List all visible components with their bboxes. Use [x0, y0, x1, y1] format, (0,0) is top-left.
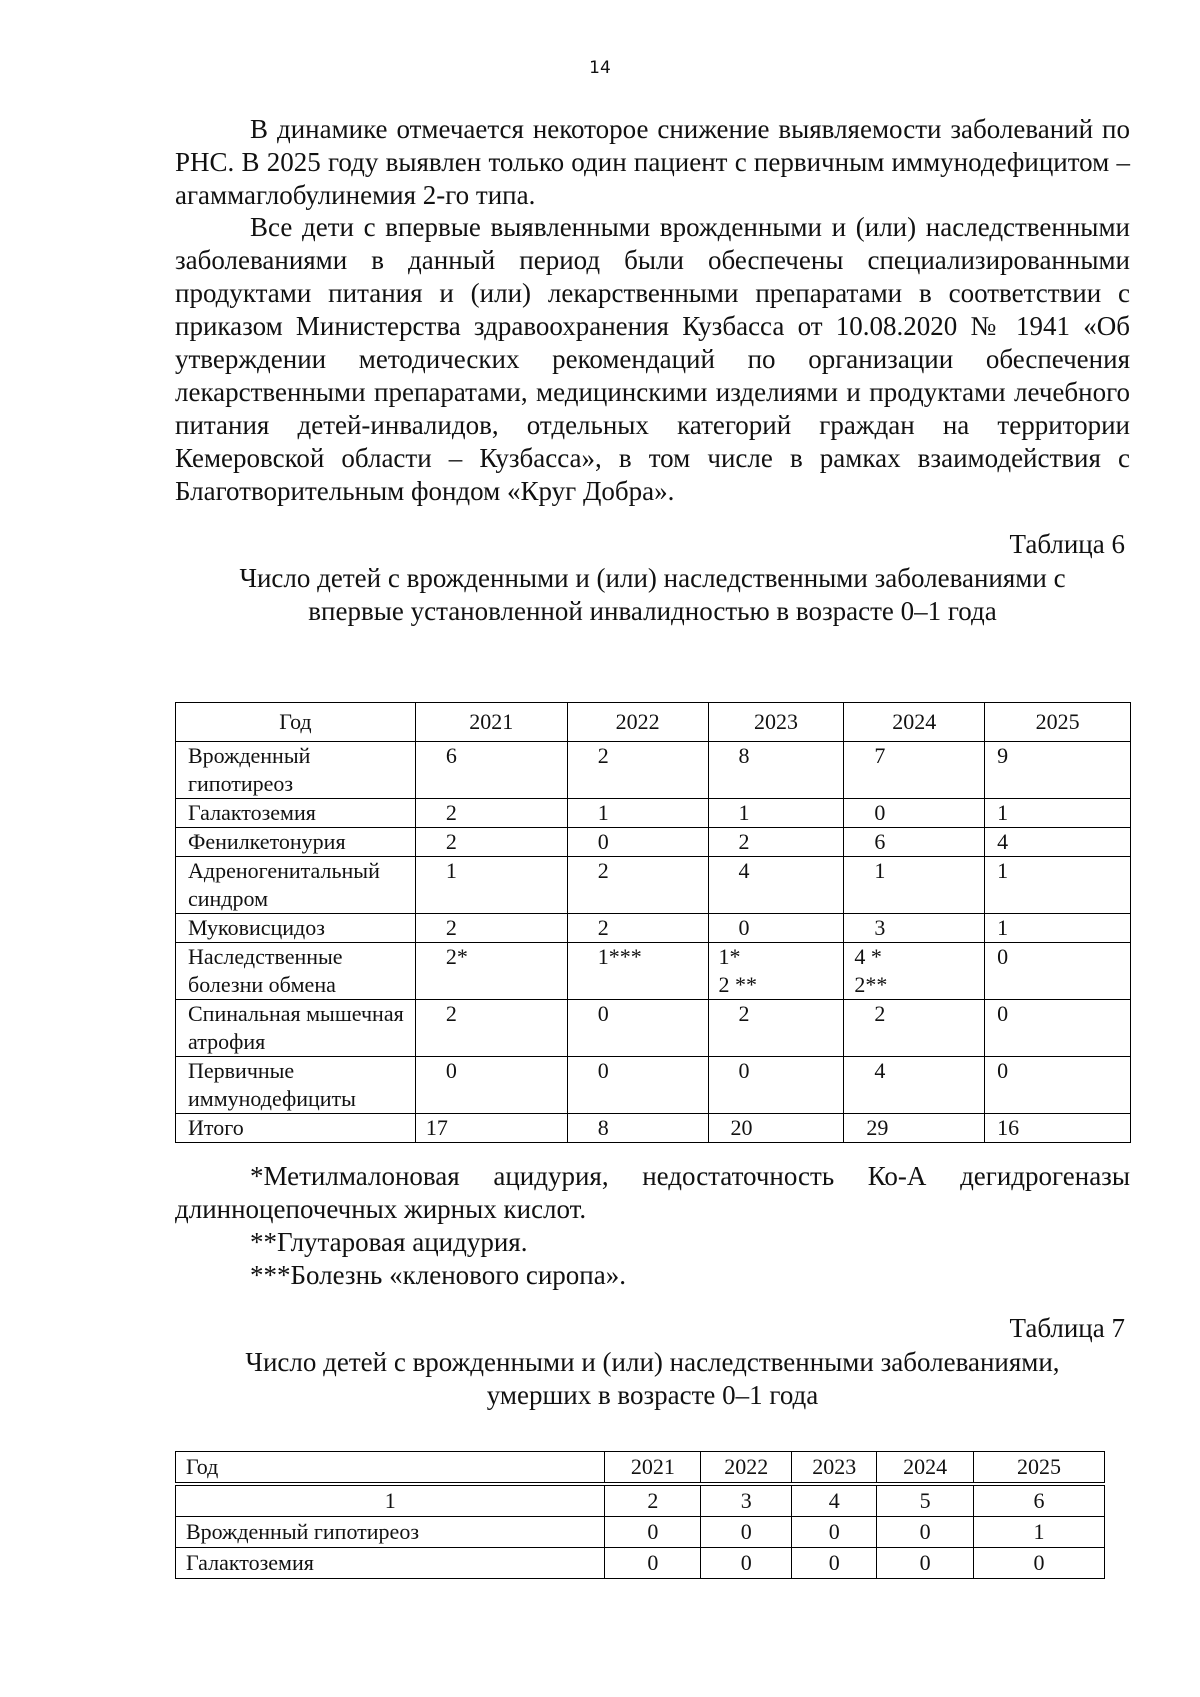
table-cell: 0 — [567, 828, 708, 857]
table-cell: 5 — [877, 1484, 974, 1517]
table-cell: 2 — [844, 1000, 985, 1057]
table-row — [176, 1057, 1131, 1114]
table-6-header-cell: 2023 — [708, 703, 844, 742]
table-cell: 17 — [415, 1114, 567, 1143]
table-7-numbering-row — [176, 1484, 1105, 1517]
table-7 — [175, 1451, 1105, 1579]
table-cell: 0 — [877, 1517, 974, 1548]
table-6-label: Таблица 6 — [1009, 529, 1125, 559]
table-cell: 2 — [415, 1000, 567, 1057]
table-7-header-cell: 2024 — [877, 1452, 974, 1485]
table-cell: 2 — [708, 828, 844, 857]
table-cell: 4 — [792, 1484, 877, 1517]
table-cell: 2 — [415, 828, 567, 857]
table-cell: 2 — [415, 799, 567, 828]
table-row — [176, 1548, 1105, 1579]
table-7-title-line-2: умерших в возрасте 0–1 года — [486, 1380, 819, 1410]
table-cell: 0 — [605, 1517, 701, 1548]
table-cell: 4 — [844, 1057, 985, 1114]
table-cell: 0 — [985, 1000, 1131, 1057]
table-row — [176, 828, 1131, 857]
table-cell: 1 — [985, 799, 1131, 828]
table-cell: 7 — [844, 742, 985, 799]
table-6-title — [175, 562, 1130, 628]
table-cell: 0 — [792, 1517, 877, 1548]
table-6 — [175, 702, 1131, 1143]
table-cell: 2 — [567, 742, 708, 799]
table-cell: 29 — [844, 1114, 985, 1143]
table-7-title — [175, 1346, 1130, 1412]
table-cell: 8 — [567, 1114, 708, 1143]
table-cell: 0 — [844, 799, 985, 828]
table-cell: 0 — [877, 1548, 974, 1579]
row-label: Наследственные болезни обмена — [176, 943, 416, 1000]
table-cell: 1 — [985, 914, 1131, 943]
table-7-header-cell: 2023 — [792, 1452, 877, 1485]
table-cell: 2 — [605, 1484, 701, 1517]
table-row — [176, 943, 1131, 1000]
row-label: Фенилкетонурия — [176, 828, 416, 857]
table-cell: 0 — [708, 914, 844, 943]
table-cell: 1 — [415, 857, 567, 914]
table-7-header-cell: Год — [176, 1452, 605, 1485]
table-6-header-cell: 2025 — [985, 703, 1131, 742]
table-cell: 0 — [567, 1057, 708, 1114]
table-cell: 1 — [708, 799, 844, 828]
table-cell: 3 — [701, 1484, 792, 1517]
table-6-title-line-1: Число детей с врожденными и (или) наследственными заболеваниями с — [239, 563, 1066, 593]
table-cell: 6 — [844, 828, 985, 857]
table-cell: 1 — [844, 857, 985, 914]
page-number: 14 — [589, 58, 611, 78]
table-cell: 1 — [985, 857, 1131, 914]
table-cell: 0 — [708, 1057, 844, 1114]
table-6-header-row — [176, 703, 1131, 742]
table-6-header-cell: 2022 — [567, 703, 708, 742]
table-cell: 0 — [985, 943, 1131, 1000]
table-7-header-cell: 2022 — [701, 1452, 792, 1485]
table-cell: 4 — [708, 857, 844, 914]
table-7-header-row — [176, 1452, 1105, 1485]
table-6-title-line-2: впервые установленной инвалидностью в возрасте 0–1 года — [308, 596, 997, 626]
row-label: Адреногенитальный синдром — [176, 857, 416, 914]
table-cell: 0 — [792, 1548, 877, 1579]
row-label: Итого — [176, 1114, 416, 1143]
table-7-label: Таблица 7 — [1009, 1313, 1125, 1343]
row-label: Муковисцидоз — [176, 914, 416, 943]
table-cell: 4 * 2** — [844, 943, 985, 1000]
table-cell: 8 — [708, 742, 844, 799]
table-7-header-cell: 2021 — [605, 1452, 701, 1485]
table-row — [176, 742, 1131, 799]
table-cell: 3 — [844, 914, 985, 943]
table-row — [176, 857, 1131, 914]
table-cell: 0 — [974, 1548, 1105, 1579]
table-cell: 0 — [701, 1548, 792, 1579]
table-cell: 2 — [708, 1000, 844, 1057]
row-label: Врожденный гипотиреоз — [176, 1517, 605, 1548]
table-6-header-cell: 2021 — [415, 703, 567, 742]
row-label: Врожденный гипотиреоз — [176, 742, 416, 799]
table-cell: 6 — [415, 742, 567, 799]
table-row — [176, 799, 1131, 828]
footnote-2: **Глутаровая ацидурия. — [250, 1227, 528, 1257]
table-cell: 6 — [974, 1484, 1105, 1517]
footnote-1: *Метилмалоновая ацидурия, недостаточность Ко-А дегидрогеназы длинноцепочечных жирных кислот. — [175, 1161, 1130, 1224]
row-label: Галактоземия — [176, 1548, 605, 1579]
table-cell: 0 — [605, 1548, 701, 1579]
table-cell: 1* 2 ** — [708, 943, 844, 1000]
table-row — [176, 1517, 1105, 1548]
table-row — [176, 914, 1131, 943]
paragraph-2: Все дети с впервые выявленными врожденными и (или) наследственными заболеваниями в данный период были обеспечены специализированными продуктами питания и (или) лекарственными препаратами в соответствии с приказом Министерства здравоохранения Кузбасса от 10.08.2020 № 1941 «Об утверждении методических рекомендаций по организации обеспечения лекарственными препаратами, медицинскими изделиями и продуктами лечебного питания детей-инвалидов, отдельных категорий граждан на территории Кемеровской области – Кузбасса», в том числе в рамках взаимодействия с Благотворительным фондом «Круг Добра». — [175, 212, 1130, 506]
table-cell: 0 — [701, 1517, 792, 1548]
table-6-header-cell: Год — [176, 703, 416, 742]
table-row-total — [176, 1114, 1131, 1143]
footnote-3: ***Болезнь «кленового сиропа». — [250, 1260, 626, 1290]
table-cell: 0 — [415, 1057, 567, 1114]
table-cell: 1 — [567, 799, 708, 828]
table-7-header-cell: 2025 — [974, 1452, 1105, 1485]
table-cell: 1 — [176, 1484, 605, 1517]
paragraph-1: В динамике отмечается некоторое снижение выявляемости заболеваний по РНС. В 2025 году выявлен только один пациент с первичным иммунодефицитом – агаммаглобулинемия 2-го типа. — [175, 114, 1130, 210]
table-cell: 20 — [708, 1114, 844, 1143]
table-row — [176, 1000, 1131, 1057]
table-cell: 9 — [985, 742, 1131, 799]
table-cell: 4 — [985, 828, 1131, 857]
row-label: Первичные иммунодефициты — [176, 1057, 416, 1114]
table-cell: 2 — [415, 914, 567, 943]
table-cell: 1*** — [567, 943, 708, 1000]
table-cell: 2 — [567, 914, 708, 943]
table-7-title-line-1: Число детей с врожденными и (или) наследственными заболеваниями, — [245, 1347, 1060, 1377]
table-cell: 2 — [567, 857, 708, 914]
table-cell: 1 — [974, 1517, 1105, 1548]
table-cell: 0 — [985, 1057, 1131, 1114]
table-cell: 16 — [985, 1114, 1131, 1143]
table-cell: 0 — [567, 1000, 708, 1057]
table-cell: 2* — [415, 943, 567, 1000]
row-label: Галактоземия — [176, 799, 416, 828]
table-6-header-cell: 2024 — [844, 703, 985, 742]
row-label: Спинальная мышечная атрофия — [176, 1000, 416, 1057]
